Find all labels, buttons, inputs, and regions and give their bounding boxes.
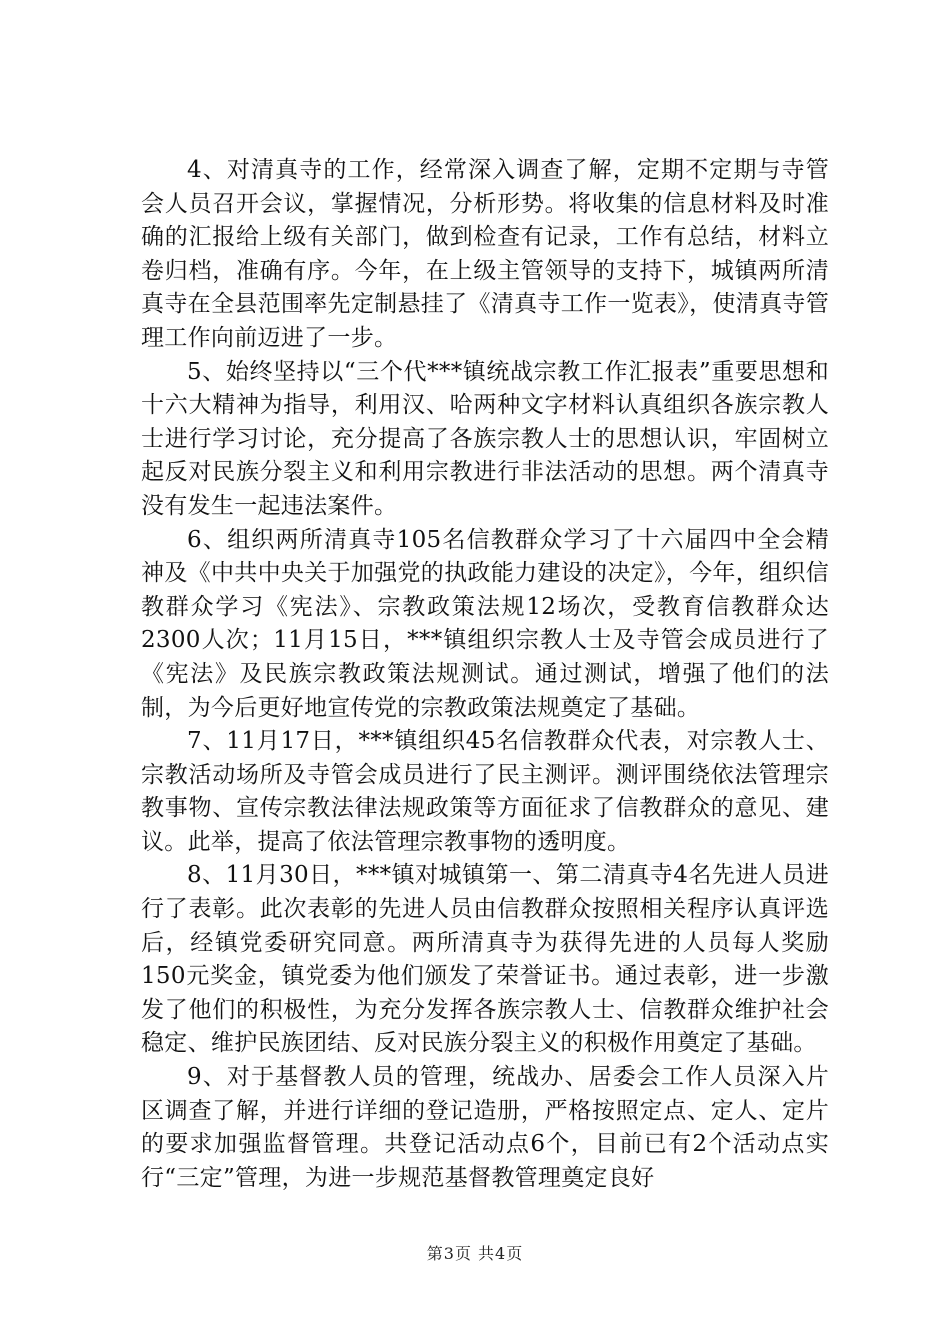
- paragraph-9: 9、对于基督教人员的管理，统战办、居委会工作人员深入片区调查了解，并进行详细的登记造册，严格按照定点、定人、定片的要求加强监督管理。共登记活动点6个，目前已有2个活动点实行“三定”管理，为进一步规范基督教管理奠定良好: [141, 1064, 829, 1191]
- page-number-footer: 第3页 共4页: [426, 1244, 524, 1263]
- paragraph-5: 5、始终坚持以“三个代***镇统战宗教工作汇报表”重要思想和十六大精神为指导，利用汉、哈两种文字材料认真组织各族宗教人士进行学习讨论，充分提高了各族宗教人士的思想认识，牢固树立起反对民族分裂主义和利用宗教进行非法活动的思想。两个清真寺没有发生一起违法案件。: [141, 358, 829, 519]
- paragraph-8: 8、11月30日，***镇对城镇第一、第二清真寺4名先进人员进行了表彰。此次表彰的先进人员由信教群众按照相关程序认真评选后，经镇党委研究同意。两所清真寺为获得先进的人员每人奖励150元奖金，镇党委为他们颁发了荣誉证书。通过表彰，进一步激发了他们的积极性，为充分发挥各族宗教人士、信教群众维护社会稳定、维护民族团结、反对民族分裂主义的积极作用奠定了基础。: [141, 862, 829, 1057]
- document-body: [141, 154, 829, 1195]
- paragraph-7: 7、11月17日，***镇组织45名信教群众代表，对宗教人士、宗教活动场所及寺管会成员进行了民主测评。测评围绕依法管理宗教事物、宣传宗教法律法规政策等方面征求了信教群众的意见、建议。此举，提高了依法管理宗教事物的透明度。: [141, 728, 829, 855]
- paragraph-4: 4、对清真寺的工作，经常深入调查了解，定期不定期与寺管会人员召开会议，掌握情况，分析形势。将收集的信息材料及时准确的汇报给上级有关部门，做到检查有记录，工作有总结，材料立卷归档，准确有序。今年，在上级主管领导的支持下，城镇两所清真寺在全县范围率先定制悬挂了《清真寺工作一览表》，使清真寺管理工作向前迈进了一步。: [141, 157, 829, 351]
- paragraph-6: 6、组织两所清真寺105名信教群众学习了十六届四中全会精神及《中共中央关于加强党的执政能力建设的决定》，今年，组织信教群众学习《宪法》、宗教政策法规12场次，受教育信教群众达2300人次；11月15日，***镇组织宗教人士及寺管会成员进行了《宪法》及民族宗教政策法规测试。通过测试，增强了他们的法制，为今后更好地宣传党的宗教政策法规奠定了基础。: [141, 526, 829, 721]
